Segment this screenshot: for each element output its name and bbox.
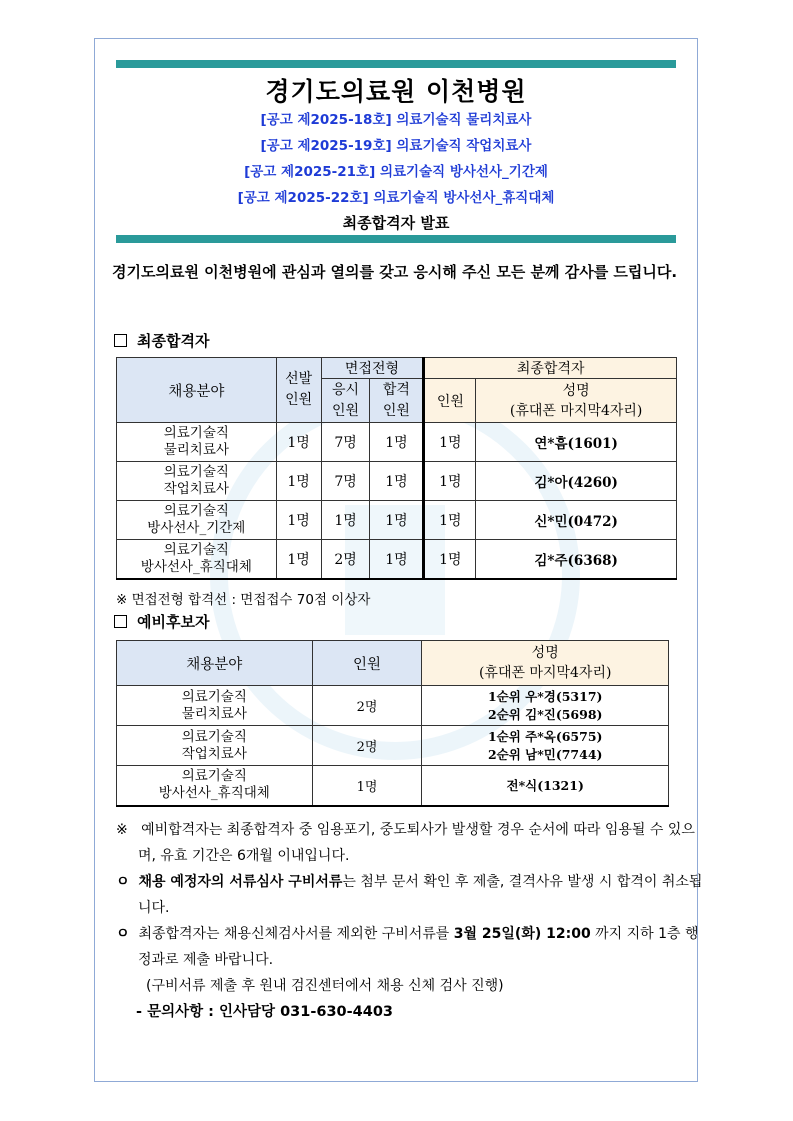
- bullet-icon: ㅇ: [116, 926, 130, 942]
- header-count: 인원: [424, 379, 476, 423]
- header-count: 인원: [312, 641, 422, 686]
- reserve-heading-text: 예비후보자: [137, 613, 210, 631]
- checkbox-square-icon: [114, 615, 127, 628]
- header-name: 성명 (휴대폰 마지막4자리): [422, 641, 669, 686]
- notice-line: [공고 제2025-22호] 의료기술직 방사선사_휴직대체: [237, 190, 555, 206]
- reserve-note: [116, 817, 708, 869]
- checkbox-square-icon: [114, 334, 127, 347]
- reserve-table: [116, 640, 669, 807]
- applicants-cell: 2명: [321, 540, 370, 579]
- contact-line: - 문의사항 : 인사담당 031-630-4403: [136, 1004, 393, 1020]
- submit-post-text: 까지 지하 1층 행정과로 제출 바랍니다.: [138, 926, 699, 968]
- count-cell: 1명: [424, 540, 476, 579]
- count-cell: 1명: [424, 462, 476, 501]
- field-cell: 의료기술직 작업치료사: [117, 462, 277, 501]
- header-passed: 합격 인원: [370, 379, 424, 423]
- passed-cell: 1명: [370, 540, 424, 579]
- name-cell: 신*민(0472): [476, 501, 677, 540]
- final-section-heading: [114, 330, 209, 351]
- bottom-bar: [116, 235, 676, 243]
- cutoff-note: ※ 면접전형 합격선 : 면접접수 70점 이상자: [116, 592, 371, 608]
- selection-cell: 1명: [276, 540, 321, 579]
- passed-cell: 1명: [370, 501, 424, 540]
- header-interview: 면접전형: [321, 358, 424, 379]
- table-row: [117, 540, 677, 579]
- table-row: [117, 462, 677, 501]
- name-cell: 연*흠(1601): [476, 423, 677, 462]
- field-cell: 의료기술직 방사선사_휴직대체: [117, 540, 277, 579]
- header-selection: 선발 인원: [276, 358, 321, 423]
- final-heading-text: 최종합격자: [137, 332, 210, 350]
- docs-bold-text: 채용 예정자의 서류심사 구비서류: [138, 874, 343, 890]
- header-field: 채용분야: [117, 641, 313, 686]
- applicants-cell: 7명: [321, 423, 370, 462]
- name-cell: 김*주(6368): [476, 540, 677, 579]
- final-table: [116, 357, 677, 580]
- page-subtitle: 최종합격자 발표: [342, 214, 450, 232]
- passed-cell: 1명: [370, 423, 424, 462]
- header-final: 최종합격자: [424, 358, 677, 379]
- page-title: 경기도의료원 이천병원: [265, 77, 527, 106]
- header-name: 성명 (휴대폰 마지막4자리): [476, 379, 677, 423]
- count-cell: 1명: [424, 423, 476, 462]
- submit-date: 3월 25일(화) 12:00: [453, 926, 591, 942]
- field-cell: 의료기술직 작업치료사: [117, 726, 313, 766]
- notice-line: [공고 제2025-19호] 의료기술직 작업치료사: [260, 138, 532, 154]
- docs-rest-text: 는 첨부 문서 확인 후 제출, 결격사유 발생 시 합격이 취소됩니다.: [138, 874, 703, 916]
- table-row: [117, 423, 677, 462]
- reserve-note-text: 예비합격자는 최종합격자 중 임용포기, 중도퇴사가 발생할 경우 순서에 따라 임용될 수 있으며, 유효 기간은 6개월 이내입니다.: [138, 822, 695, 864]
- passed-cell: 1명: [370, 462, 424, 501]
- applicants-cell: 1명: [321, 501, 370, 540]
- field-cell: 의료기술직 물리치료사: [117, 686, 313, 726]
- count-cell: 1명: [424, 501, 476, 540]
- selection-cell: 1명: [276, 423, 321, 462]
- reserve-section-heading: [114, 611, 209, 632]
- table-row: [117, 726, 669, 766]
- notice-line: [공고 제2025-18호] 의료기술직 물리치료사: [260, 112, 532, 128]
- top-bar: [116, 60, 676, 68]
- selection-cell: 1명: [276, 501, 321, 540]
- checkup-note: (구비서류 제출 후 원내 검진센터에서 채용 신체 검사 진행): [146, 978, 504, 994]
- name-cell: 김*아(4260): [476, 462, 677, 501]
- table-row: [117, 686, 669, 726]
- header-field: 채용분야: [117, 358, 277, 423]
- selection-cell: 1명: [276, 462, 321, 501]
- docs-note: [116, 869, 708, 921]
- count-cell: 2명: [312, 726, 422, 766]
- note-mark: ※: [116, 822, 128, 838]
- name-cell: 전*식(1321): [422, 766, 669, 806]
- count-cell: 1명: [312, 766, 422, 806]
- bullet-icon: ㅇ: [116, 874, 130, 890]
- field-cell: 의료기술직 방사선사_휴직대체: [117, 766, 313, 806]
- table-row: [117, 501, 677, 540]
- count-cell: 2명: [312, 686, 422, 726]
- submit-note: [116, 921, 708, 973]
- notice-line: [공고 제2025-21호] 의료기술직 방사선사_기간제: [244, 164, 548, 180]
- table-row: [117, 766, 669, 806]
- field-cell: 의료기술직 물리치료사: [117, 423, 277, 462]
- field-cell: 의료기술직 방사선사_기간제: [117, 501, 277, 540]
- intro-text: 경기도의료원 이천병원에 관심과 열의를 갖고 응시해 주신 모든 분께 감사를 드립니다.: [112, 263, 678, 281]
- name-cell: 1순위 주*옥(6575) 2순위 남*민(7744): [422, 726, 669, 766]
- applicants-cell: 7명: [321, 462, 370, 501]
- header-applicants: 응시 인원: [321, 379, 370, 423]
- name-cell: 1순위 우*경(5317) 2순위 김*진(5698): [422, 686, 669, 726]
- submit-pre-text: 최종합격자는 채용신체검사서를 제외한 구비서류를: [138, 926, 450, 942]
